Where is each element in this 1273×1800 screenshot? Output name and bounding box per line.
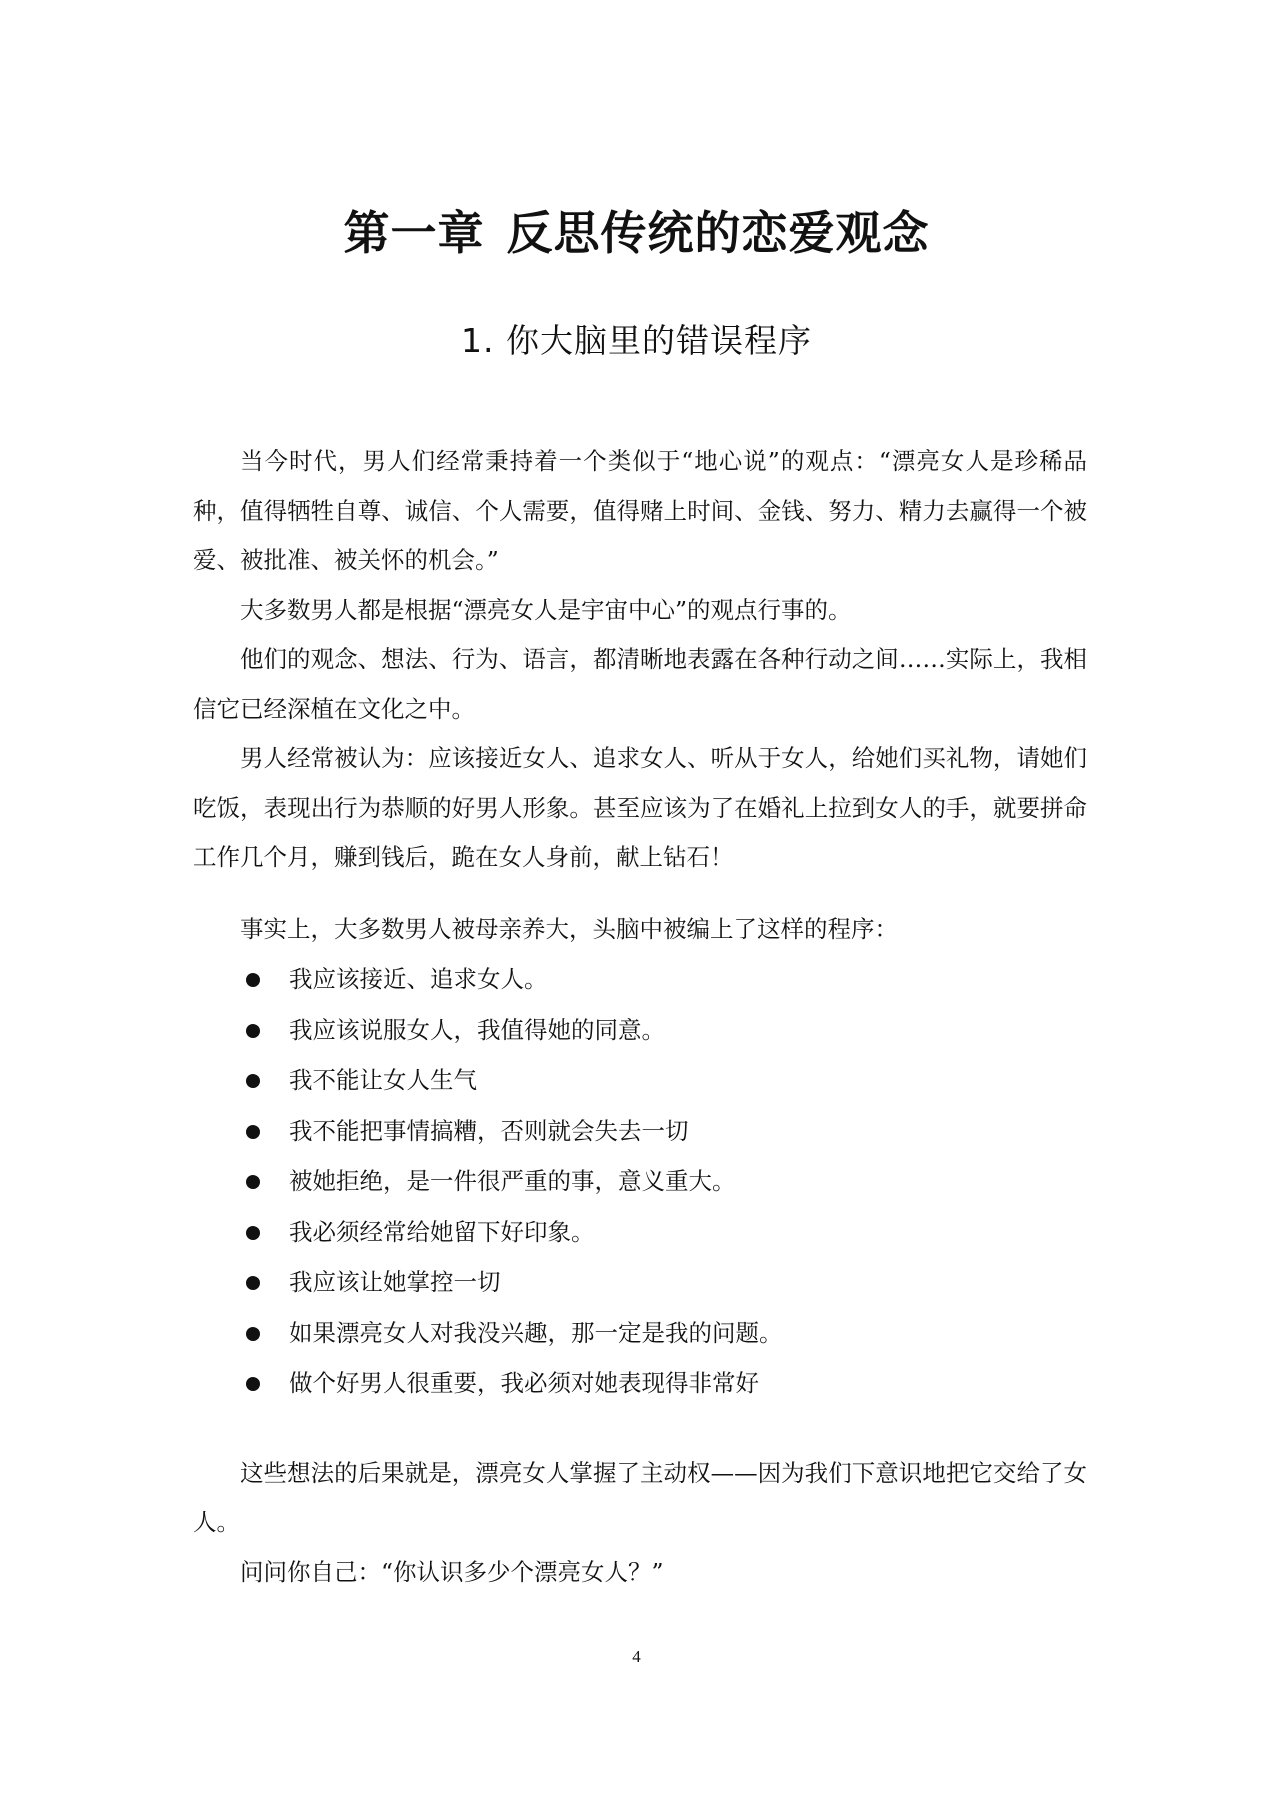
list-item-text: 我不能让女人生气	[289, 1066, 477, 1094]
page-number: 4	[632, 1647, 641, 1666]
list-item-text: 我应该让她掌控一切	[289, 1268, 501, 1296]
list-item	[193, 1207, 1087, 1258]
paragraph: 男人经常被认为：应该接近女人、追求女人、听从于女人，给她们买礼物，请她们吃饭，表现出行为恭顺的好男人形象。甚至应该为了在婚礼上拉到女人的手，就要拼命工作几个月，赚到钱后，跪在女人身前，献上钻石！	[193, 744, 1087, 871]
list-item-text: 如果漂亮女人对我没兴趣，那一定是我的问题。	[289, 1318, 783, 1347]
paragraph: 大多数男人都是根据“漂亮女人是宇宙中心”的观点行事的。	[240, 595, 852, 624]
paragraph: 这些想法的后果就是，漂亮女人掌握了主动权——因为我们下意识地把它交给了女人。	[193, 1458, 1087, 1536]
list-item	[193, 1257, 1087, 1308]
list-item	[193, 1358, 1087, 1409]
bullet-dot-icon	[246, 1074, 260, 1088]
paragraph: 当今时代，男人们经常秉持着一个类似于“地心说”的观点：“漂亮女人是珍稀品种，值得牺牲自尊、诚信、个人需要，值得赌上时间、金钱、努力、精力去赢得一个被爱、被批准、被关怀的机会。”	[193, 447, 1087, 574]
list-item	[193, 954, 1087, 1005]
list-item-text: 做个好男人很重要，我必须对她表现得非常好	[289, 1369, 759, 1397]
bullet-dot-icon	[246, 1276, 260, 1290]
chapter-title	[0, 203, 1273, 263]
chapter-number: 第一章	[343, 206, 485, 260]
list-item-text: 我应该接近、追求女人。	[289, 965, 548, 993]
bullet-dot-icon	[246, 1024, 260, 1038]
bullet-list	[193, 954, 1087, 1409]
paragraph: 事实上，大多数男人被母亲养大，头脑中被编上了这样的程序：	[240, 914, 898, 943]
list-item-text: 被她拒绝，是一件很严重的事，意义重大。	[289, 1167, 736, 1195]
list-item	[193, 1308, 1087, 1359]
list-item	[193, 1055, 1087, 1106]
list-item-text: 我不能把事情搞糟，否则就会失去一切	[289, 1116, 689, 1145]
paragraph: 问问你自己：“你认识多少个漂亮女人？”	[240, 1557, 664, 1586]
list-item-text: 我必须经常给她留下好印象。	[289, 1217, 595, 1246]
body-text	[193, 437, 1087, 1597]
bullet-dot-icon	[246, 1175, 260, 1189]
bullet-dot-icon	[246, 1226, 260, 1240]
chapter-name: 反思传统的恋爱观念	[506, 206, 930, 260]
bullet-dot-icon	[246, 1327, 260, 1341]
paragraph: 他们的观念、想法、行为、语言，都清晰地表露在各种行动之间……实际上，我相信它已经深植在文化之中。	[193, 645, 1087, 723]
section-title: 1. 你大脑里的错误程序	[461, 321, 812, 360]
list-item	[193, 1005, 1087, 1056]
list-item	[193, 1106, 1087, 1157]
bullet-dot-icon	[246, 1377, 260, 1391]
bullet-dot-icon	[246, 1125, 260, 1139]
bullet-dot-icon	[246, 973, 260, 987]
list-item-text: 我应该说服女人，我值得她的同意。	[289, 1015, 665, 1044]
list-item	[193, 1156, 1087, 1207]
